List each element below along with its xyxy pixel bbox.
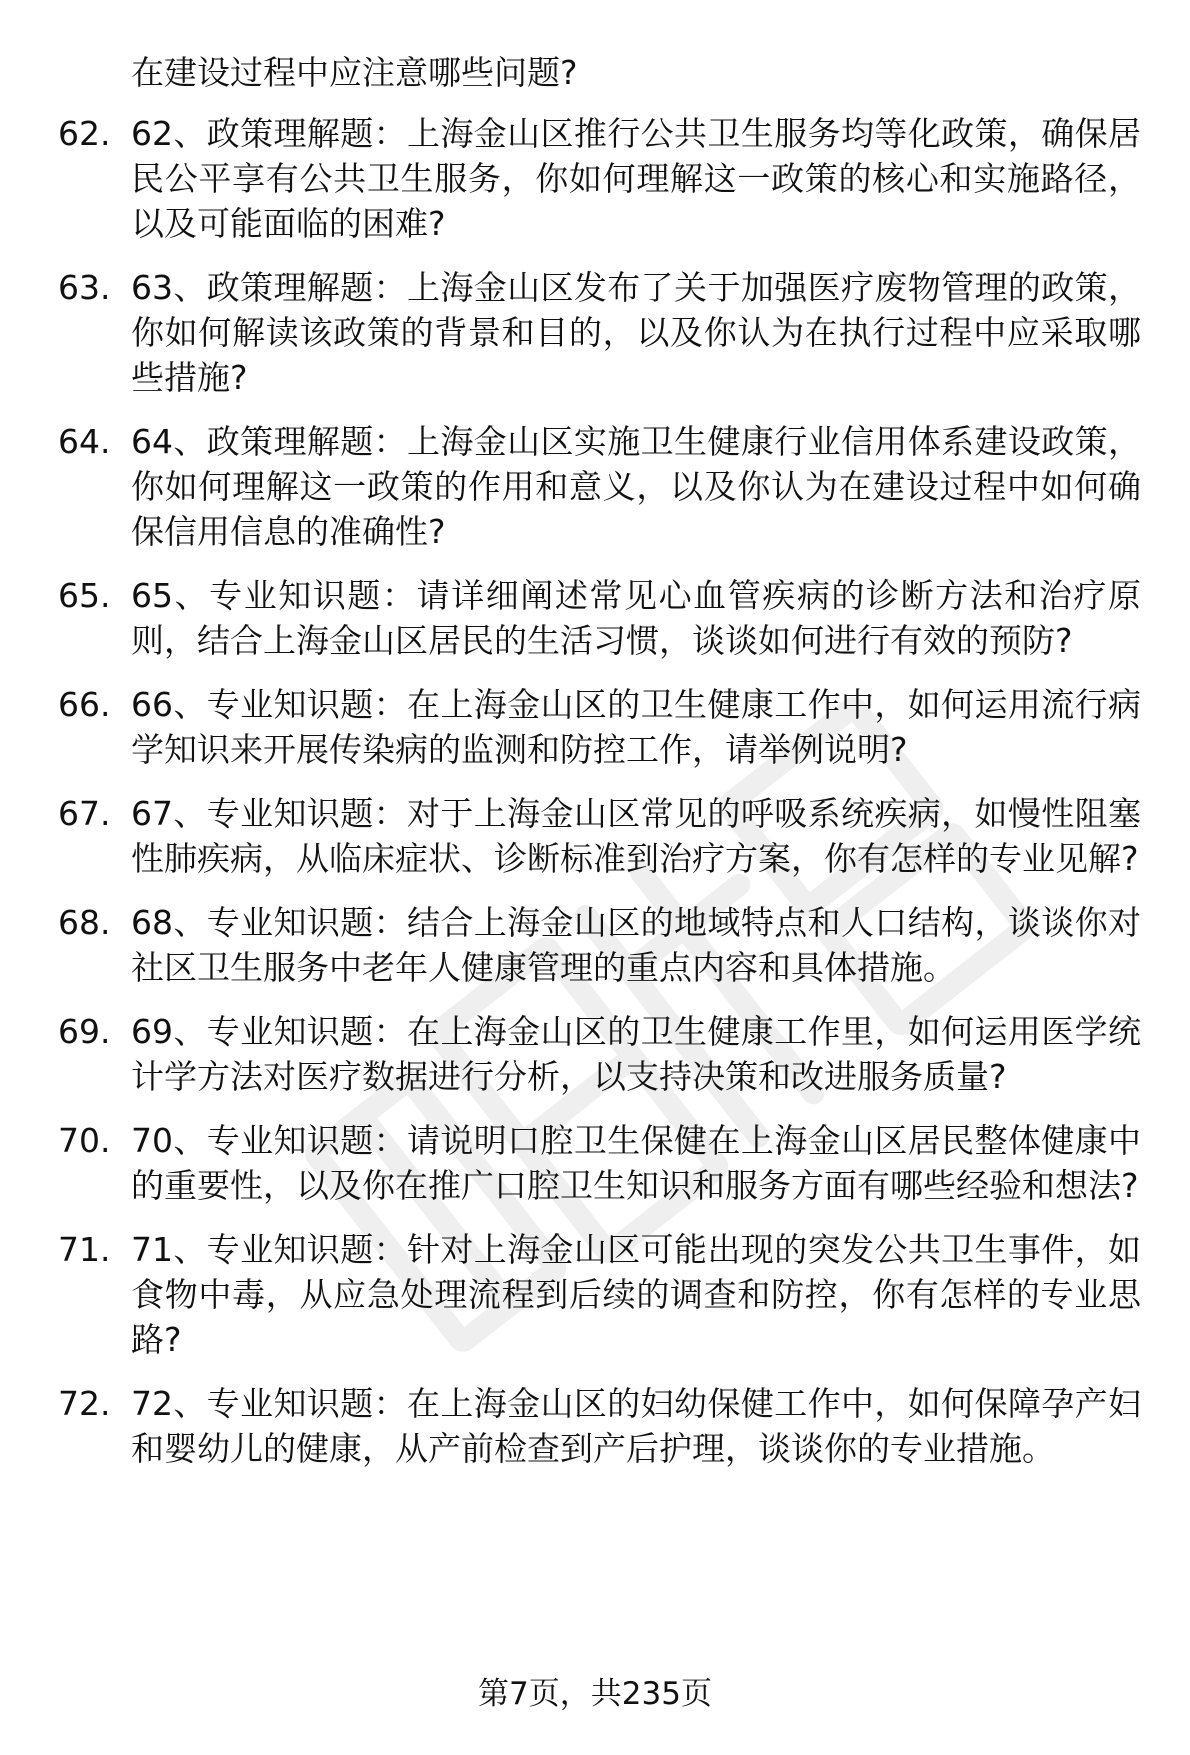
question-number: 70. [58,1121,111,1160]
question-item [58,573,1158,663]
question-text: 71、专业知识题：针对上海金山区可能出现的突发公共卫生事件，如食物中毒，从应急处理流程到后续的调查和防控，你有怎样的专业思路? [131,1230,1141,1359]
question-list [58,111,1158,1490]
question-text: 65、专业知识题：请详细阐述常见心血管疾病的诊断方法和治疗原则，结合上海金山区居民的生活习惯，谈谈如何进行有效的预防? [131,576,1141,660]
question-number: 71. [58,1230,111,1269]
question-number: 68. [58,903,111,942]
question-item [58,900,1158,990]
continuation-text: 在建设过程中应注意哪些问题? [131,53,578,92]
question-item [58,1009,1158,1099]
question-text: 67、专业知识题：对于上海金山区常见的呼吸系统疾病，如慢性阻塞性肺疾病，从临床症状、诊断标准到治疗方案，你有怎样的专业见解? [131,794,1141,878]
question-number: 69. [58,1012,111,1051]
question-text: 64、政策理解题：上海金山区实施卫生健康行业信用体系建设政策，你如何理解这一政策的作用和意义，以及你认为在建设过程中如何确保信用信息的准确性? [131,422,1141,551]
question-item [58,419,1158,554]
question-item [58,1227,1158,1362]
question-number: 64. [58,422,111,461]
question-item [58,1118,1158,1208]
question-item [58,111,1158,246]
question-text: 63、政策理解题：上海金山区发布了关于加强医疗废物管理的政策，你如何解读该政策的背景和目的，以及你认为在执行过程中应采取哪些措施? [131,268,1141,397]
question-text: 68、专业知识题：结合上海金山区的地域特点和人口结构，谈谈你对社区卫生服务中老年人健康管理的重点内容和具体措施。 [131,903,1141,987]
question-item [58,1381,1158,1471]
question-number: 72. [58,1384,111,1423]
question-item [58,265,1158,400]
question-number: 67. [58,794,111,833]
question-item [58,791,1158,881]
page-footer: 第7页，共235页 [478,1676,712,1712]
question-number: 63. [58,268,111,307]
question-number: 62. [58,114,111,153]
question-text: 66、专业知识题：在上海金山区的卫生健康工作中，如何运用流行病学知识来开展传染病的监测和防控工作，请举例说明? [131,685,1141,769]
question-item [58,682,1158,772]
question-text: 70、专业知识题：请说明口腔卫生保健在上海金山区居民整体健康中的重要性，以及你在推广口腔卫生知识和服务方面有哪些经验和想法? [131,1121,1141,1205]
question-text: 69、专业知识题：在上海金山区的卫生健康工作里，如何运用医学统计学方法对医疗数据进行分析，以支持决策和改进服务质量? [131,1012,1141,1096]
question-number: 66. [58,685,111,724]
question-text: 72、专业知识题：在上海金山区的妇幼保健工作中，如何保障孕产妇和婴幼儿的健康，从产前检查到产后护理，谈谈你的专业措施。 [131,1384,1141,1468]
question-number: 65. [58,576,111,615]
question-text: 62、政策理解题：上海金山区推行公共卫生服务均等化政策，确保居民公平享有公共卫生服务，你如何理解这一政策的核心和实施路径，以及可能面临的困难? [131,114,1141,243]
